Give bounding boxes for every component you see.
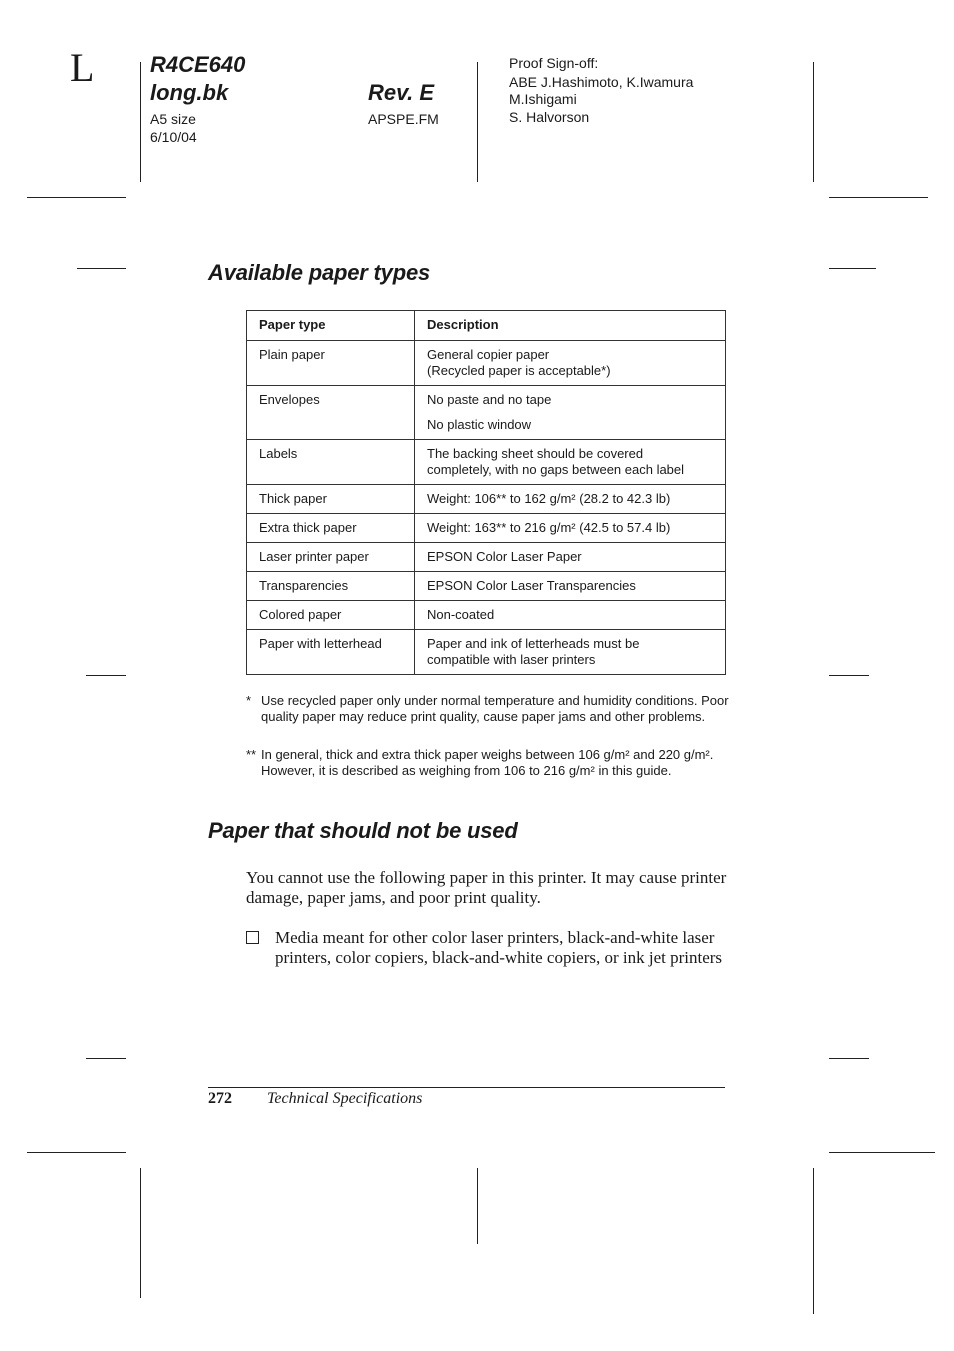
crop-mark	[140, 1168, 141, 1298]
revision: Rev. E	[368, 80, 435, 105]
footnote-marker: **	[246, 747, 257, 762]
crop-mark	[27, 1152, 126, 1153]
table-row	[247, 485, 726, 514]
description-cell	[415, 440, 726, 485]
paper-type-cell: Colored paper	[247, 601, 415, 630]
description-line: (Recycled paper is acceptable*)	[427, 363, 611, 378]
proof-line: ABE J.Hashimoto, K.Iwamura	[509, 74, 694, 90]
description-line: No paste and no tape	[427, 392, 552, 407]
description-cell	[415, 485, 726, 514]
footnote-recycled	[246, 693, 730, 725]
crop-mark	[813, 1168, 814, 1314]
description-cell	[415, 543, 726, 572]
crop-mark	[77, 268, 126, 269]
crop-mark	[86, 1058, 126, 1059]
footnote-text: Use recycled paper only under normal temperature and humidity conditions. Poor quality paper may reduce print quality, cause paper jams and other problems.	[261, 693, 729, 724]
paper-type-cell: Envelopes	[247, 386, 415, 440]
footnote-text: In general, thick and extra thick paper weighs between 106 g/m² and 220 g/m². However, it is described as weighing from 106 to 216 g/m² in this guide.	[261, 747, 714, 778]
footer-section-title: Technical Specifications	[267, 1090, 423, 1107]
book-name: long.bk	[150, 80, 229, 105]
column-header-description: Description	[415, 311, 726, 341]
paper-type-cell: Transparencies	[247, 572, 415, 601]
table-row	[247, 630, 726, 675]
crop-mark	[86, 675, 126, 676]
file-name: APSPE.FM	[368, 111, 439, 127]
description-cell	[415, 630, 726, 675]
paper-size: A5 size	[150, 111, 196, 127]
crop-mark	[140, 62, 141, 182]
crop-mark	[27, 197, 126, 198]
doc-date: 6/10/04	[150, 129, 197, 145]
page-number: 272	[208, 1090, 232, 1107]
table-row	[247, 601, 726, 630]
crop-mark	[829, 268, 876, 269]
paper-type-cell: Plain paper	[247, 341, 415, 386]
crop-mark	[829, 1058, 869, 1059]
proof-label: Proof Sign-off:	[509, 55, 599, 71]
paper-type-cell: Extra thick paper	[247, 514, 415, 543]
description-line: Non-coated	[427, 607, 495, 622]
description-cell	[415, 601, 726, 630]
crop-mark	[829, 197, 928, 198]
page-side-letter: L	[70, 45, 95, 90]
proof-line: S. Halvorson	[509, 109, 590, 125]
description-line: EPSON Color Laser Paper	[427, 549, 582, 564]
crop-mark	[829, 1152, 935, 1153]
description-cell	[415, 386, 726, 440]
section-heading-available-paper: Available paper types	[208, 260, 431, 285]
footnote-weight	[246, 747, 730, 779]
paper-type-cell: Laser printer paper	[247, 543, 415, 572]
table-row	[247, 341, 726, 386]
description-line: The backing sheet should be covered	[427, 446, 644, 461]
crop-mark	[813, 62, 814, 182]
table-header-row	[247, 311, 726, 341]
table-row	[247, 543, 726, 572]
paper-type-cell: Thick paper	[247, 485, 415, 514]
table-row	[247, 572, 726, 601]
table-row	[247, 386, 726, 440]
description-cell	[415, 572, 726, 601]
crop-mark	[477, 1168, 478, 1244]
description-line: General copier paper	[427, 347, 550, 362]
description-line: Weight: 163** to 216 g/m² (42.5 to 57.4 lb)	[427, 520, 671, 535]
table-row	[247, 514, 726, 543]
doc-id: R4CE640	[150, 52, 246, 77]
crop-mark	[829, 675, 869, 676]
description-cell	[415, 514, 726, 543]
section-heading-paper-not-used: Paper that should not be used	[208, 818, 518, 843]
paper-type-cell: Paper with letterhead	[247, 630, 415, 675]
footer-rule	[208, 1087, 725, 1088]
footnote-marker: *	[246, 693, 252, 708]
proof-line: M.Ishigami	[509, 91, 577, 107]
paper-types-table	[246, 310, 726, 675]
table-row	[247, 440, 726, 485]
paper-type-cell: Labels	[247, 440, 415, 485]
description-line: Weight: 106** to 162 g/m² (28.2 to 42.3 lb)	[427, 491, 671, 506]
list-item-text: Media meant for other color laser printers, black-and-white laser printers, color copiers, black-and-white copiers, or ink jet printers	[275, 928, 723, 967]
crop-mark	[477, 62, 478, 182]
checkbox-bullet-icon	[246, 931, 259, 944]
description-line: No plastic window	[427, 417, 532, 432]
description-line: Paper and ink of letterheads must be	[427, 636, 640, 651]
description-line: compatible with laser printers	[427, 652, 596, 667]
description-line: EPSON Color Laser Transparencies	[427, 578, 636, 593]
list-item	[246, 928, 730, 968]
intro-paragraph: You cannot use the following paper in this printer. It may cause printer damage, paper jams, and poor print quality.	[246, 868, 727, 907]
description-cell	[415, 341, 726, 386]
column-header-paper-type: Paper type	[247, 311, 415, 341]
description-line: completely, with no gaps between each label	[427, 462, 685, 477]
